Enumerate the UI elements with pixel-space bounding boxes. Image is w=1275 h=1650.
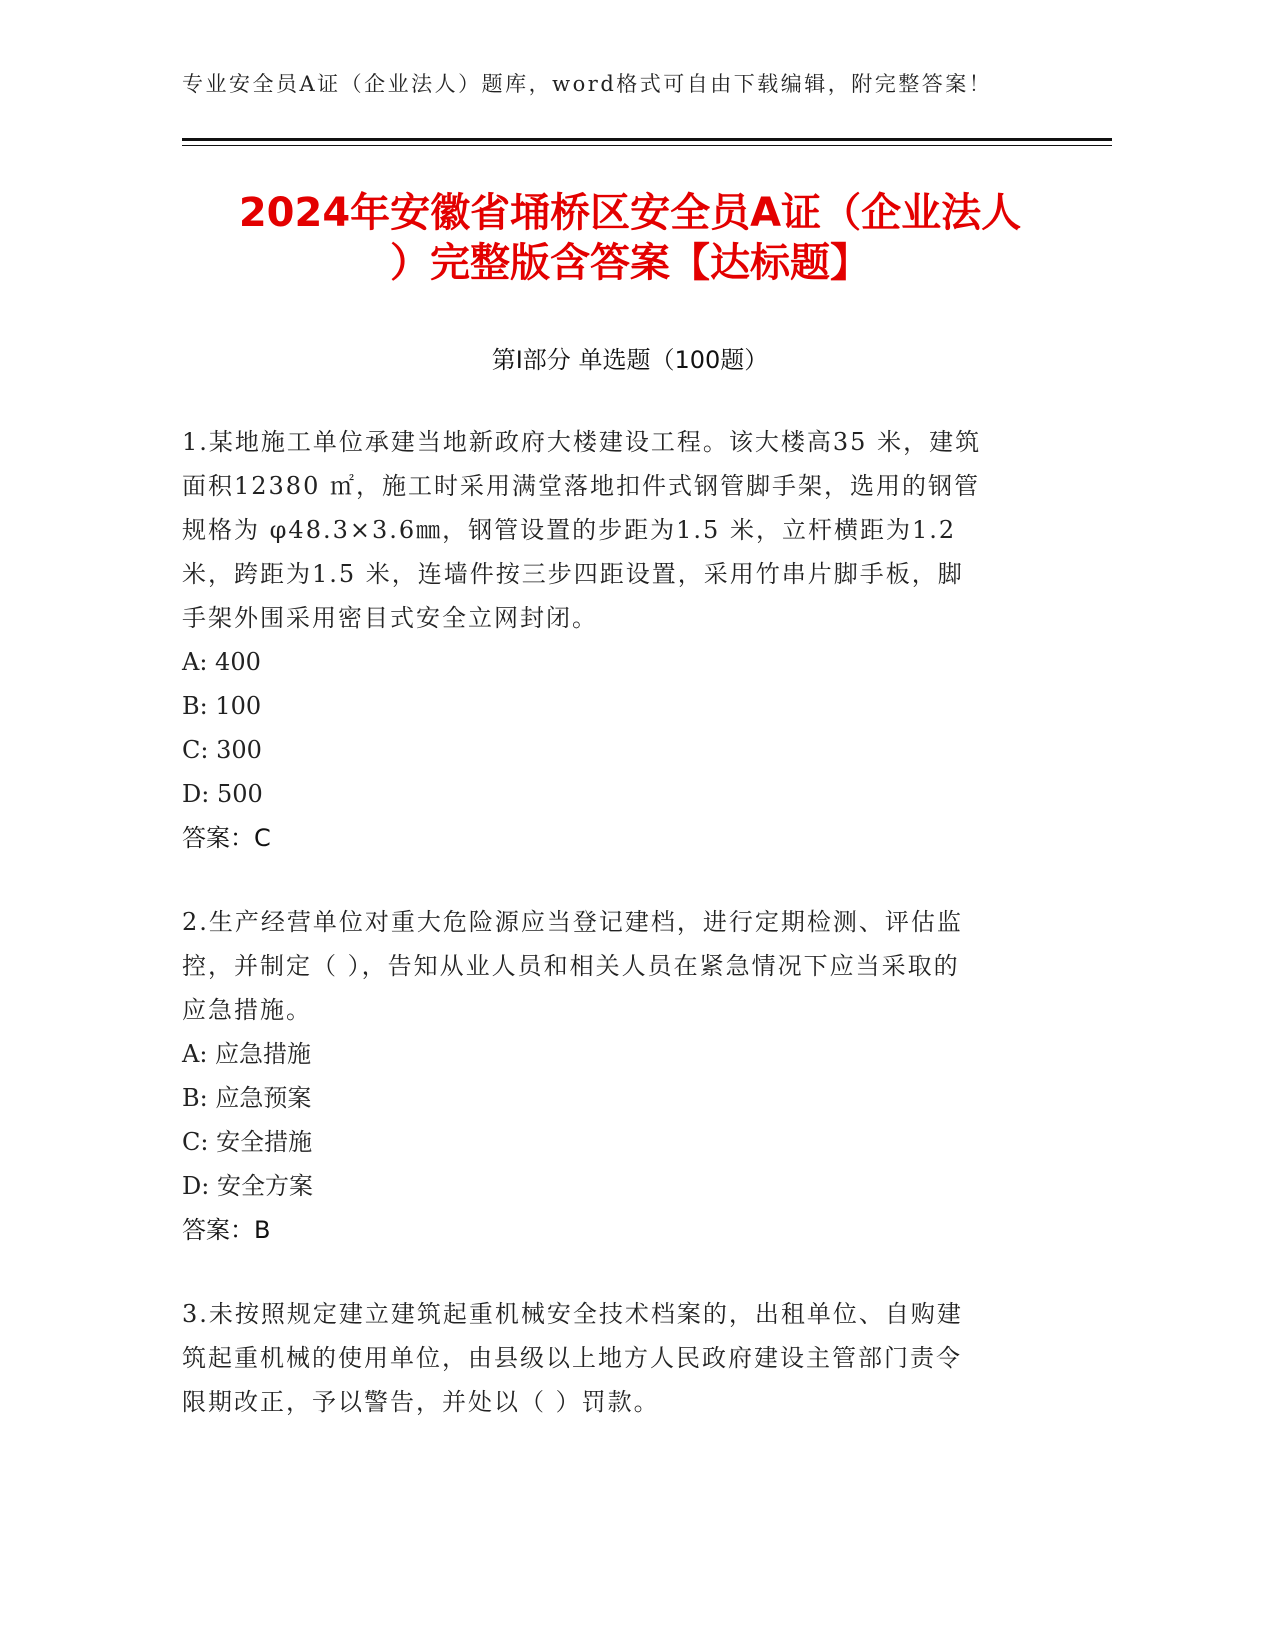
answer: 答案：C bbox=[182, 824, 271, 852]
option-d: D: 500 bbox=[182, 780, 263, 808]
question-text bbox=[182, 420, 1042, 640]
question-line: 3.未按照规定建立建筑起重机械安全技术档案的，出租单位、自购建 bbox=[182, 1300, 963, 1328]
option-c: C: 300 bbox=[182, 736, 262, 764]
page-header: 专业安全员A证（企业法人）题库，word格式可自由下载编辑，附完整答案！ bbox=[182, 72, 993, 96]
title-line-2: ）完整版含答案【达标题】 bbox=[390, 240, 870, 286]
question-text bbox=[182, 900, 1042, 1032]
question-line: 手架外围采用密目式安全立网封闭。 bbox=[182, 604, 598, 632]
option-d: D: 安全方案 bbox=[182, 1172, 313, 1200]
question-line: 限期改正，予以警告，并处以（ ）罚款。 bbox=[182, 1388, 660, 1416]
option-b: B: 应急预案 bbox=[182, 1084, 312, 1112]
question-line: 控，并制定（ ），告知从业人员和相关人员在紧急情况下应当采取的 bbox=[182, 952, 960, 980]
question-line: 规格为 φ48.3×3.6㎜，钢管设置的步距为1.5 米，立杆横距为1.2 bbox=[182, 516, 957, 544]
document-title bbox=[180, 188, 1080, 288]
question-line: 1.某地施工单位承建当地新政府大楼建设工程。该大楼高35 米，建筑 bbox=[182, 428, 982, 456]
header-rule-thin bbox=[182, 145, 1112, 146]
option-c: C: 安全措施 bbox=[182, 1128, 313, 1156]
header-rule-thick bbox=[182, 138, 1112, 141]
option-a: A: 应急措施 bbox=[182, 1040, 312, 1068]
section-heading: 第Ⅰ部分 单选题（100题） bbox=[491, 346, 769, 374]
question-line: 2.生产经营单位对重大危险源应当登记建档，进行定期检测、评估监 bbox=[182, 908, 963, 936]
question-line: 筑起重机械的使用单位，由县级以上地方人民政府建设主管部门责令 bbox=[182, 1344, 962, 1372]
question-3 bbox=[182, 1292, 1042, 1424]
option-b: B: 100 bbox=[182, 692, 262, 720]
question-text bbox=[182, 1292, 1042, 1424]
option-a: A: 400 bbox=[182, 648, 261, 676]
question-line: 面积12380 ㎡，施工时采用满堂落地扣件式钢管脚手架，选用的钢管 bbox=[182, 472, 980, 500]
title-line-1: 2024年安徽省埇桥区安全员A证（企业法人 bbox=[238, 190, 1022, 236]
question-line: 应急措施。 bbox=[182, 996, 312, 1024]
question-1 bbox=[182, 420, 1042, 860]
question-line: 米，跨距为1.5 米，连墙件按三步四距设置，采用竹串片脚手板，脚 bbox=[182, 560, 964, 588]
question-2 bbox=[182, 900, 1042, 1252]
answer: 答案：B bbox=[182, 1216, 271, 1244]
